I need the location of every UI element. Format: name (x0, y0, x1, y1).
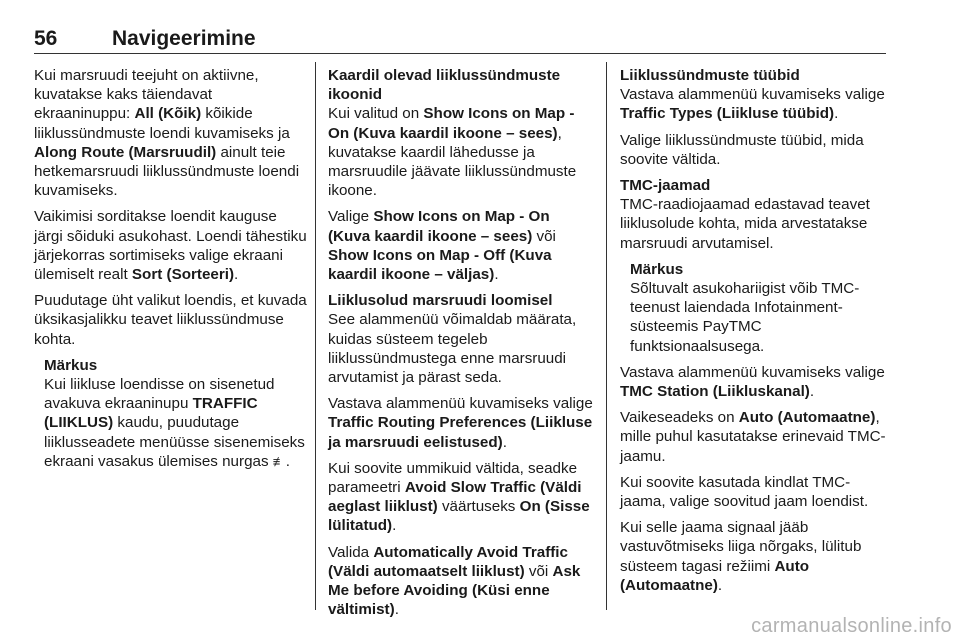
text: . (502, 433, 507, 451)
section-heading: TMC-jaamad (620, 177, 711, 195)
note-title: Märkus (44, 356, 98, 374)
paragraph (328, 104, 594, 200)
watermark: carmanualsonline.info (751, 615, 952, 637)
text: Vaikeseadeks on (620, 409, 739, 427)
menu-settings-icon: ≢ (272, 453, 286, 469)
text: . (809, 383, 815, 401)
text: väärtuseks (437, 498, 520, 516)
section-heading: Liiklusolud marsruudi loomisel (328, 292, 553, 310)
text: . (834, 105, 839, 123)
note-box (44, 356, 308, 471)
text: . (392, 517, 397, 535)
text: . (234, 266, 239, 284)
column-3 (620, 66, 888, 602)
text: Valida (328, 543, 374, 561)
text: kõikide liiklussündmuste loendi kuvamiseks ja (34, 105, 290, 142)
term: TMC Station (Liikluskanal) (620, 383, 810, 401)
paragraph (620, 85, 888, 123)
term: On (Sisse lülitatud) (328, 498, 590, 535)
paragraph (620, 518, 888, 595)
text: Valige (328, 208, 374, 226)
text: , mille puhul kasutatakse erinevaid TMC-jaamu. (620, 409, 886, 465)
text: Kui selle jaama signaal jääb vastuvõtmiseks liiga nõrgaks, lülitub süsteem tagasi režiimi (620, 519, 862, 575)
text: . (717, 576, 723, 594)
text: , kuvatakse kaardil lähedusse ja marsruudile jäävate liiklussündmuste ikoone. (328, 124, 577, 200)
column-2 (328, 66, 594, 626)
term: Automatically Avoid Traffic (Väldi automaatselt liiklust) (328, 543, 568, 580)
text: Vastava alammenüü kuvamiseks valige (328, 395, 593, 413)
text: või (524, 562, 553, 580)
term: Avoid Slow Traffic (Väldi aeglast liiklust) (328, 479, 582, 516)
paragraph (34, 207, 308, 284)
paragraph (328, 459, 594, 536)
term: Sort (Sorteeri) (131, 266, 235, 284)
text: Kui soovite ummikuid vältida, seadke parameetri (328, 459, 578, 497)
text: ainult teie hetkemarsruudi liiklussündmuste loendi kuvamiseks. (34, 143, 300, 200)
text: Kui valitud on (328, 105, 424, 123)
term: Show Icons on Map - Off (Kuva kaardil ikoone – väljas) (328, 246, 552, 284)
text: . (394, 601, 399, 619)
text: Vastava alammenüü kuvamiseks valige (620, 86, 885, 104)
paragraph (328, 543, 594, 620)
text: kaudu, puudutage liiklusseadete menüüsse sisenemiseks ekraani vasakus ülemises nurgas (44, 414, 305, 470)
paragraph: Kui soovite kasutada kindlat TMC-jaama, valige soovitud jaam loendist. (620, 473, 869, 511)
term: Traffic Types (Liikluse tüübid) (620, 105, 835, 123)
paragraph (328, 394, 594, 452)
column-divider-1 (315, 62, 316, 610)
section-heading: Liiklussündmuste tüübid (620, 67, 800, 84)
text: Kui marsruudi teejuht on aktiivne, kuvatakse kaks täiendavat ekraaninuppu: (34, 67, 259, 123)
paragraph: Puudutage üht valikut loendis, et kuvada üksikasjalikku teavet liiklussündmuse kohta. (34, 292, 307, 348)
text: . (494, 266, 499, 284)
term: Traffic Routing Preferences (Liikluse ja marsruudi eelistused) (328, 414, 593, 451)
column-1 (34, 66, 308, 478)
term: Show Icons on Map - On (Kuva kaardil ikoone – sees) (328, 208, 550, 245)
paragraph: See alammenüü võimaldab määrata, kuidas süsteem tegeleb liiklussündmustega enne marsruudi arvutamist ja pärast seda. (328, 311, 577, 387)
section-heading: Kaardil olevad liiklussündmuste ikoonid (328, 67, 561, 104)
term: Auto (Automaatne) (738, 409, 876, 427)
term: TRAFFIC (LIIKLUS) (44, 395, 258, 432)
term: Ask Me before Avoiding (Küsi enne vältimist) (328, 562, 581, 619)
text: või (532, 227, 556, 245)
term: Along Route (Marsruudil) (34, 143, 217, 161)
page-number: 56 (34, 27, 58, 50)
note-text: Sõltuvalt asukohariigist võib TMC-teenust laiendada Infotainment-süsteemis PayTMC funktsionaalsusega. (630, 280, 860, 355)
text: Vastava alammenüü kuvamiseks valige (620, 363, 885, 381)
note-title: Märkus (630, 260, 684, 278)
page-title: Navigeerimine (112, 27, 256, 50)
text: Vaikimisi sorditakse loendit kauguse järgi sõiduki asukohast. Loendi tähestiku järjekorras sortimiseks valige ekraani ülemiselt realt (34, 208, 307, 284)
paragraph (328, 207, 594, 284)
header-divider (34, 53, 886, 54)
paragraph (34, 66, 308, 200)
term: All (Kõik) (134, 105, 202, 123)
paragraph (620, 363, 888, 401)
paragraph: Valige liiklussündmuste tüübid, mida soovite vältida. (620, 131, 864, 168)
paragraph (620, 408, 888, 466)
column-divider-2 (606, 62, 607, 610)
term: Show Icons on Map - On (Kuva kaardil ikoone – sees) (328, 105, 575, 142)
paragraph: TMC-raadiojaamad edastavad teavet liiklusolude kohta, mida arvestatakse marsruudi arvutamisel. (620, 196, 870, 252)
text: . (285, 452, 291, 470)
page-header (34, 27, 886, 53)
note-box (630, 260, 888, 356)
text: Kui liikluse loendisse on sisenetud avakuva ekraaninupu (44, 376, 275, 413)
term: Auto (Automaatne) (620, 557, 810, 594)
